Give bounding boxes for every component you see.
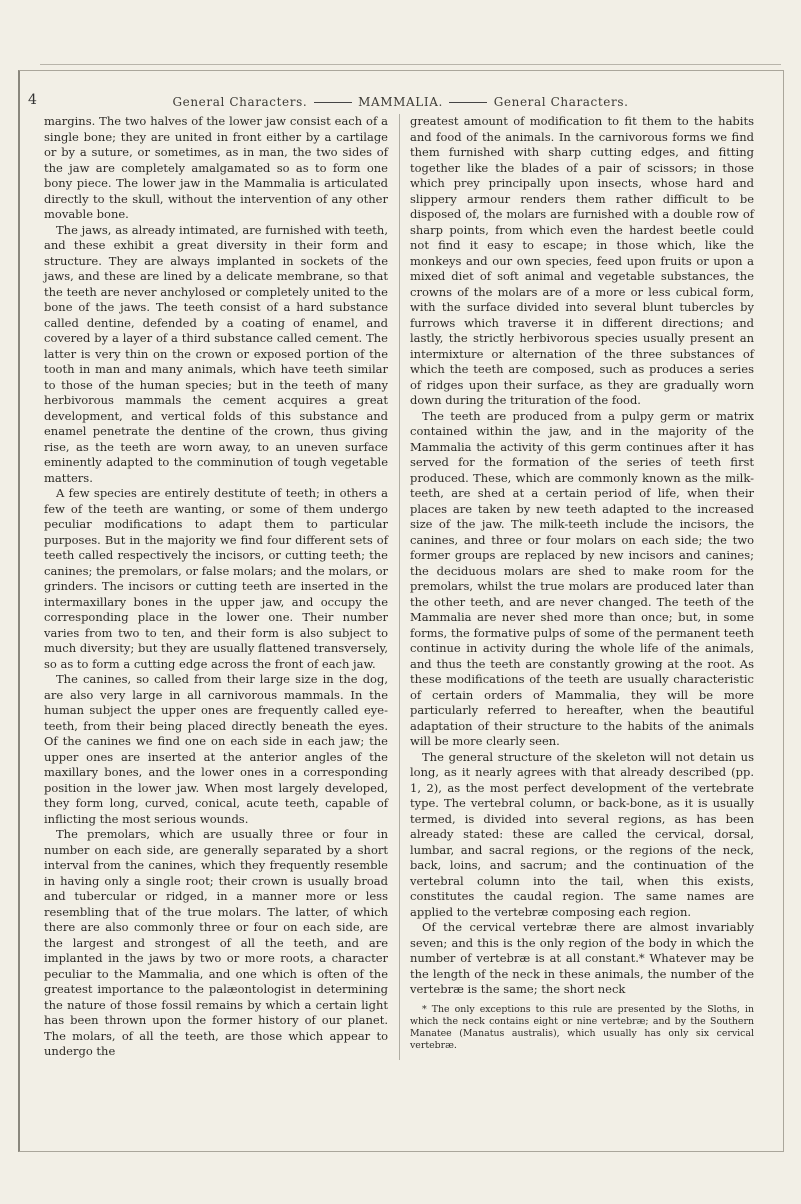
paragraph: The canines, so called from their large size in the dog, are also very large in all carnivorous mammals. In the human subject the upper ones are frequently called eye-teeth, from their being placed directly beneath the eyes. Of the canines we find one on each side in each jaw; the upper ones are inserted at the anterior angles of the maxillary bones, and the lower ones in a corresponding position in the lower jaw. When most largely developed, they form long, curved, conical, acute teeth, capable of inflicting the most serious wounds. <box>44 672 388 826</box>
top-rule <box>40 64 781 65</box>
right-column <box>410 114 754 1060</box>
header-left: General Characters. <box>172 95 308 109</box>
column-separator <box>399 114 400 1060</box>
left-column <box>44 114 388 1060</box>
paragraph: The jaws, as already intimated, are furnished with teeth, and these exhibit a great diversity in their form and structure. They are always implanted in sockets of the jaws, and these are lined by a delicate membrane, so that the teeth are never anchylosed or completely united to the bone of the jaws. The teeth consist of a hard substance called dentine, defended by a coating of enamel, and covered by a layer of a third substance called cement. The latter is very thin on the crown or exposed portion of the tooth in man and many animals, which have teeth similar to those of the human species; but in the teeth of many herbivorous mammals the cement acquires a great development, and vertical folds of this substance and enamel penetrate the dentine of the crown, thus giving rise, as the teeth are worn away, to an uneven surface eminently adapted to the comminution of tough vegetable matters. <box>44 222 388 485</box>
text-columns <box>44 114 754 1060</box>
paragraph: The general structure of the skeleton will not detain us long, as it nearly agrees with that already described (pp. 1, 2), as the most perfect development of the vertebrate type. The vertebral column, or back-bone, as it is usually termed, is divided into several regions, as has been already stated: these are called the cervical, dorsal, lumbar, and sacral regions, or the regions of the neck, back, loins, and sacrum; and the continuation of the vertebral column into the tail, when this exists, constitutes the caudal region. The same names are applied to the vertebræ composing each region. <box>410 749 754 919</box>
header-dash <box>449 102 487 103</box>
paragraph: A few species are entirely destitute of teeth; in others a few of the teeth are wanting, or some of them undergo peculiar modifications to adapt them to particular purposes. But in the majority we find four different sets of teeth called respectively the incisors, or cutting teeth; the canines; the premolars, or false molars; and the molars, or grinders. The incisors or cutting teeth are inserted in the intermaxillary bones in the upper jaw, and occupy the corresponding place in the lower one. Their number varies from two to ten, and their form is also subject to much diversity; but they are usually flattened transversely, so as to form a cutting edge across the front of each jaw. <box>44 486 388 671</box>
page-number: 4 <box>28 92 37 108</box>
header-right: General Characters. <box>493 95 629 109</box>
paragraph: greatest amount of modification to fit them to the habits and food of the animals. In the carnivorous forms we find them furnished with sharp cutting edges, and fitting together like the blades of a pair of scissors; in those which prey principally upon insects, whose hard and slippery armour renders them rather difficult to be disposed of, the molars are furnished with a double row of sharp points, from which even the hardest beetle could not find it easy to escape; in those which, like the monkeys and our own species, feed upon fruits or upon a mixed diet of soft animal and vegetable substances, the crowns of the molars are of a more or less cubical form, with the surface divided into several blunt tubercles by furrows which traverse it in different directions; and lastly, the strictly herbivorous species usually present an intermixture or alternation of the three substances of which the teeth are composed, such as produces a series of ridges upon their surface, as they are gradually worn down during the trituration of the food. <box>410 114 754 407</box>
paragraph: The premolars, which are usually three or four in number on each side, are generally separated by a short interval from the canines, which they frequently resemble in having only a single root; their crown is usually broad and tubercular or ridged, in a manner more or less resembling that of the true molars. The latter, of which there are also commonly three or four on each side, are the largest and strongest of all the teeth, and are implanted in the jaws by two or more roots, a character peculiar to the Mammalia, and one which is often of the greatest importance to the palæontologist in determining the nature of those fossil remains by which a certain light has been thrown upon the former history of our planet. The molars, of all the teeth, are those which appear to undergo the <box>44 827 388 1058</box>
paragraph: margins. The two halves of the lower jaw consist each of a single bone; they are united in front either by a cartilage or by a suture, or sometimes, as in man, the two sides of the jaw are completely amalgamated so as to form one bony piece. The lower jaw in the Mammalia is articulated directly to the skull, without the intervention of any other movable bone. <box>44 114 388 221</box>
header-center: MAMMALIA. <box>358 95 443 109</box>
paragraph: Of the cervical vertebræ there are almost invariably seven; and this is the only region of the body in which the number of vertebræ is at all constant.* Whatever may be the length of the neck in these animals, the number of the vertebræ is the same; the short neck <box>410 920 754 996</box>
header-dash <box>314 102 352 103</box>
footnote: * The only exceptions to this rule are presented by the Sloths, in which the neck contains eight or nine vertebræ; and by the Southern Manatee (Manatus australis), which usually has only six cervical vertebræ. <box>410 1003 754 1051</box>
running-header <box>40 95 761 109</box>
paragraph: The teeth are produced from a pulpy germ or matrix contained within the jaw, and in the majority of the Mammalia the activity of this germ continues after it has served for the formation of the series of teeth first produced. These, which are commonly known as the milk-teeth, are shed at a certain period of life, when their places are taken by new teeth adapted to the increased size of the jaw. The milk-teeth include the incisors, the canines, and three or four molars on each side; the two former groups are replaced by new incisors and canines; the deciduous molars are shed to make room for the premolars, whilst the true molars are produced later than the other teeth, and are never changed. The teeth of the Mammalia are never shed more than once; but, in some forms, the formative pulps of some of the permanent teeth continue in activity during the whole life of the animals, and thus the teeth are constantly growing at the root. As these modifications of the teeth are usually characteristic of certain orders of Mammalia, they will be more particularly referred to hereafter, when the beautiful adaptation of their structure to the habits of the animals will be more clearly seen. <box>410 408 754 748</box>
